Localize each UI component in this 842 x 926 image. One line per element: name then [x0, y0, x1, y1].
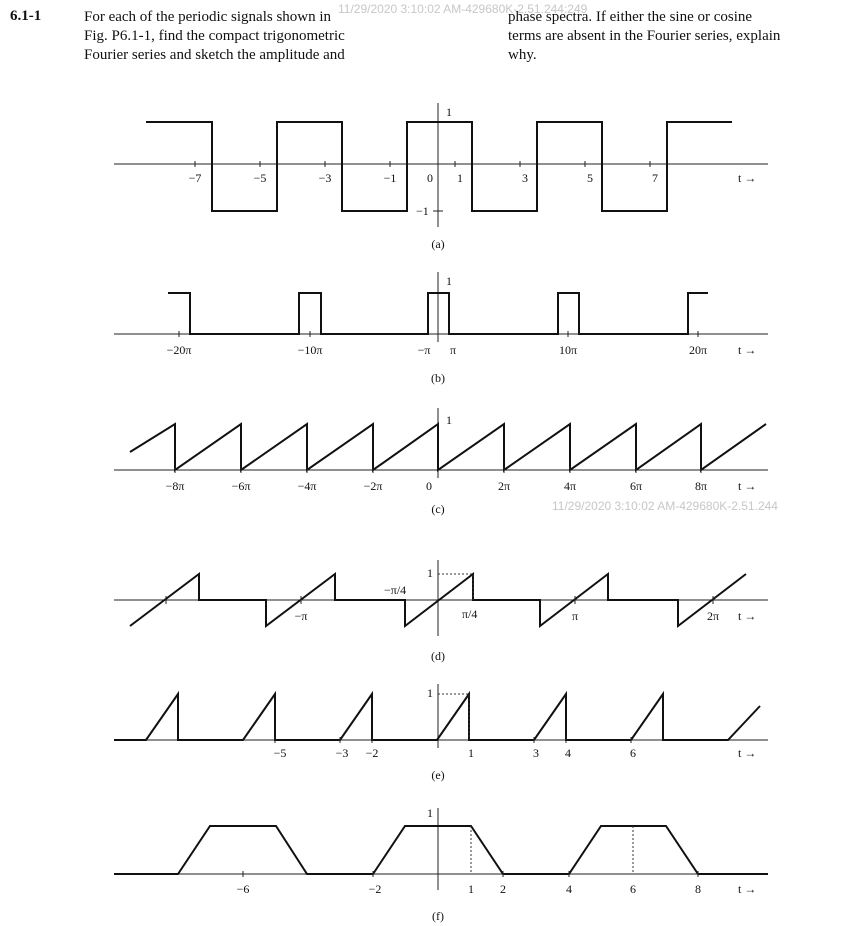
figure-b [114, 272, 768, 385]
x-tick-label: 5 [587, 171, 593, 185]
x-tick-label: −2π [363, 479, 383, 493]
x-tick-label: 20π [688, 343, 708, 357]
x-tick-label: 6π [629, 479, 643, 493]
figure-caption: (b) [431, 371, 445, 385]
x-tick-label: 4 [565, 746, 571, 760]
x-tick-label: 0 [426, 479, 432, 493]
x-tick-label: −π [417, 343, 431, 357]
x-tick-label: 1 [468, 882, 474, 896]
axis-label: t → [738, 479, 757, 493]
figure-caption: (d) [431, 649, 445, 663]
figure-caption: (c) [431, 502, 445, 516]
x-tick-label: 3 [533, 746, 539, 760]
axis-label: t → [738, 171, 757, 185]
x-tick-label: 1 [468, 746, 474, 760]
x-tick-label: π [571, 609, 579, 623]
watermark: 11/29/2020 3:10:02 AM-429680K-2.51.244:249 [338, 2, 588, 16]
x-tick-label: 8π [694, 479, 708, 493]
x-tick-label: π/4 [462, 607, 478, 621]
y-label: 1 [427, 806, 433, 820]
text-line: terms are absent in the Fourier series, explain [508, 28, 781, 44]
x-tick-label: −20π [166, 343, 192, 357]
axis-label: t → [738, 882, 757, 896]
text-line: For each of the periodic signals shown in [84, 9, 332, 25]
x-tick-label: 7 [652, 171, 658, 185]
y-label: 1 [446, 105, 452, 119]
figure-caption: (f) [432, 909, 444, 923]
x-tick-label: −3 [318, 171, 332, 185]
y-label: 1 [427, 566, 433, 580]
x-tick-label: −2 [368, 882, 382, 896]
trapezoid-wave [114, 826, 768, 874]
figure-caption: (a) [431, 237, 445, 251]
x-tick-label: −5 [273, 746, 287, 760]
x-tick-label: −8π [165, 479, 185, 493]
x-tick-label: 0 [427, 171, 433, 185]
figure-e [114, 684, 768, 782]
x-tick-label: 4 [566, 882, 572, 896]
problem-number: 6.1-1 [10, 8, 42, 24]
x-tick-label: 3 [522, 171, 528, 185]
figure-a [114, 103, 768, 251]
text-line: phase spectra. If either the sine or cosine [508, 9, 753, 25]
x-tick-label: 10π [558, 343, 578, 357]
x-tick-label: −π [294, 609, 308, 623]
x-tick-label: −1 [383, 171, 397, 185]
figure-caption: (e) [431, 768, 445, 782]
x-tick-label: −10π [297, 343, 323, 357]
square-wave [146, 122, 732, 211]
x-tick-label: −π/4 [384, 583, 407, 597]
x-tick-label: 6 [630, 882, 636, 896]
figure-f [114, 806, 768, 923]
x-tick-label: −6π [231, 479, 251, 493]
x-tick-label: 4π [563, 479, 577, 493]
triangle-pulse-train [114, 694, 760, 740]
y-label: 1 [446, 274, 452, 288]
x-tick-label: −2 [365, 746, 379, 760]
x-tick-label: 2π [497, 479, 511, 493]
text-line: Fig. P6.1-1, find the compact trigonometric [84, 28, 345, 44]
text-line: Fourier series and sketch the amplitude and [84, 47, 345, 63]
watermark: 11/29/2020 3:10:02 AM-429680K-2.51.244 [552, 499, 778, 513]
sawtooth-wave [130, 424, 766, 470]
x-tick-label: −6 [236, 882, 250, 896]
x-tick-label: 8 [695, 882, 701, 896]
figure-d [114, 560, 768, 663]
x-tick-label: −4π [297, 479, 317, 493]
x-tick-label: 2 [500, 882, 506, 896]
y-label: 1 [446, 413, 452, 427]
x-tick-label: −3 [335, 746, 349, 760]
x-tick-label: π [449, 343, 457, 357]
x-tick-label: −7 [188, 171, 202, 185]
y-label: 1 [427, 686, 433, 700]
text-line: why. [508, 47, 537, 63]
y-label: −1 [416, 204, 429, 218]
axis-label: t → [738, 746, 757, 760]
axis-label: t → [738, 343, 757, 357]
x-tick-label: 1 [457, 171, 463, 185]
axis-label: t → [738, 609, 757, 623]
x-tick-label: 2π [706, 609, 720, 623]
x-tick-label: 6 [630, 746, 636, 760]
x-tick-label: −5 [253, 171, 267, 185]
